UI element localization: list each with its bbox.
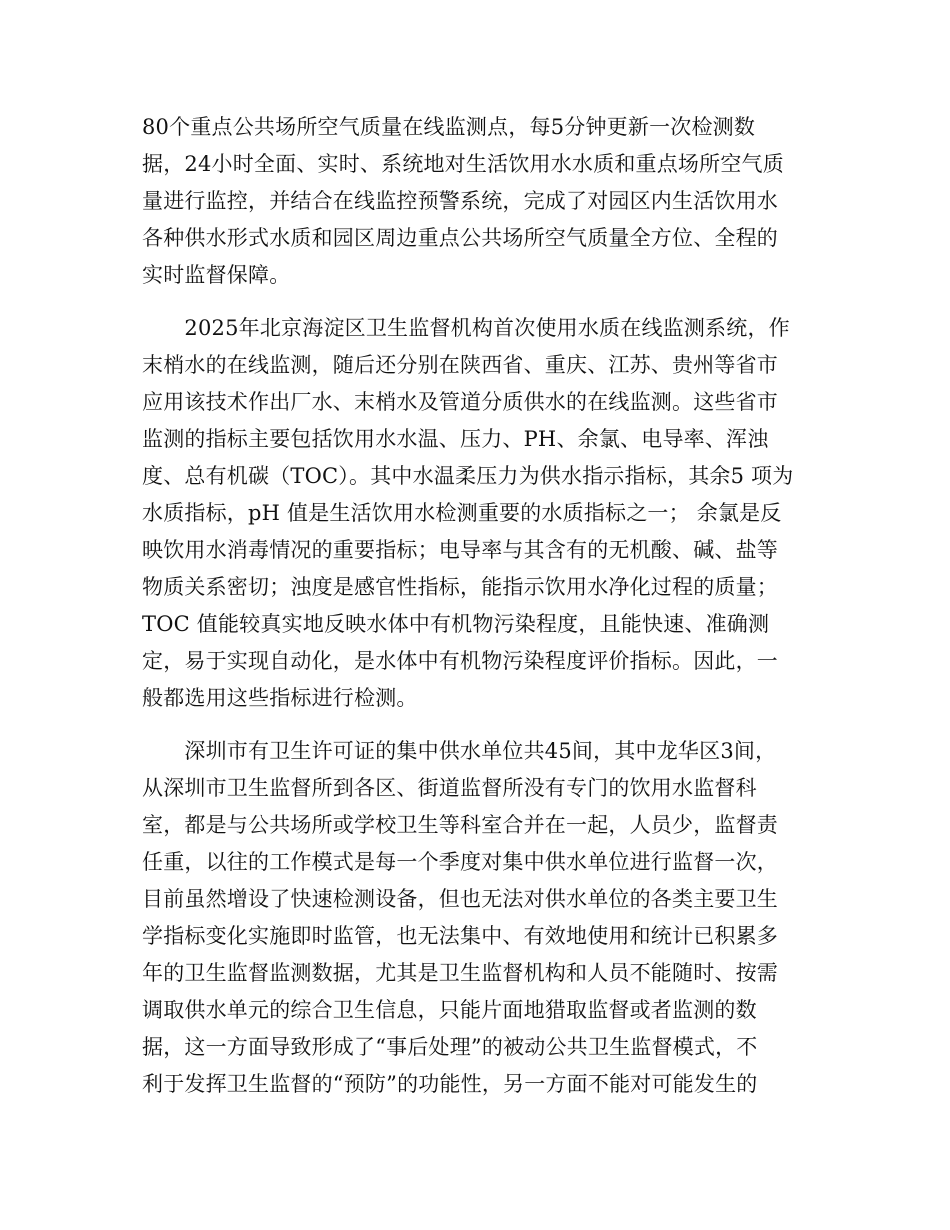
text-line: 任重，以往的工作模式是每一个季度对集中供水单位进行监督一次，: [142, 850, 778, 874]
text-line: 映饮用水消毒情况的重要指标；电导率与其含有的无机酸、碱、盐等: [142, 538, 778, 562]
text-line: 般都选用这些指标进行检测。: [142, 686, 418, 710]
text-line: 末梢水的在线监测，随后还分别在陕西省、重庆、江苏、贵州等省市: [142, 353, 778, 377]
text-line: 物质关系密切；浊度是感官性指标，能指示饮用水净化过程的质量；: [142, 575, 778, 599]
text-line: 深圳市有卫生许可证的集中供水单位共45间，其中龙华区3间，: [142, 739, 777, 763]
text-line: 量进行监控，并结合在线监控预警系统，完成了对园区内生活饮用水: [142, 189, 778, 213]
text-line: 水质指标，pH 值是生活饮用水检测重要的水质指标之一； 余氯是反: [142, 501, 782, 525]
text-line: 室，都是与公共场所或学校卫生等科室合并在一起，人员少，监督责: [142, 813, 778, 837]
text-line: 学指标变化实施即时监管，也无法集中、有效地使用和统计已积累多: [142, 924, 778, 948]
text-line: 年的卫生监督监测数据，尤其是卫生监督机构和人员不能随时、按需: [142, 961, 778, 985]
text-line: 利于发挥卫生监督的“预防”的功能性，另一方面不能对可能发生的: [142, 1072, 758, 1096]
text-line: 实时监督保障。: [142, 263, 291, 287]
text-line: 从深圳市卫生监督所到各区、街道监督所没有专门的饮用水监督科: [142, 776, 757, 800]
text-line: 各种供水形式水质和园区周边重点公共场所空气质量全方位、全程的: [142, 226, 778, 250]
text-line: 调取供水单元的综合卫生信息，只能片面地猎取监督或者监测的数: [142, 998, 757, 1022]
text-line: TOC 值能较真实地反映水体中有机物污染程度，且能快速、准确测: [142, 612, 770, 636]
text-line: 据，24小时全面、实时、系统地对生活饮用水水质和重点场所空气质: [142, 152, 784, 176]
text-line: 2025年北京海淀区卫生监督机构首次使用水质在线监测系统，作: [142, 316, 790, 340]
text-line: 目前虽然增设了快速检测设备，但也无法对供水单位的各类主要卫生: [142, 887, 778, 911]
text-line: 80个重点公共场所空气质量在线监测点，每5分钟更新一次检测数: [142, 115, 756, 139]
text-line: 度、总有机碳（TOC）。其中水温柔压力为供水指示指标，其余5 项为: [142, 464, 794, 488]
text-line: 应用该技术作出厂水、末梢水及管道分质供水的在线监测。这些省市: [142, 390, 778, 414]
text-line: 据，这一方面导致形成了“事后处理”的被动公共卫生监督模式，不: [142, 1035, 758, 1059]
text-line: 定，易于实现自动化，是水体中有机物污染程度评价指标。因此，一: [142, 649, 778, 673]
text-line: 监测的指标主要包括饮用水水温、压力、PH、余氯、电导率、浑浊: [142, 427, 769, 451]
